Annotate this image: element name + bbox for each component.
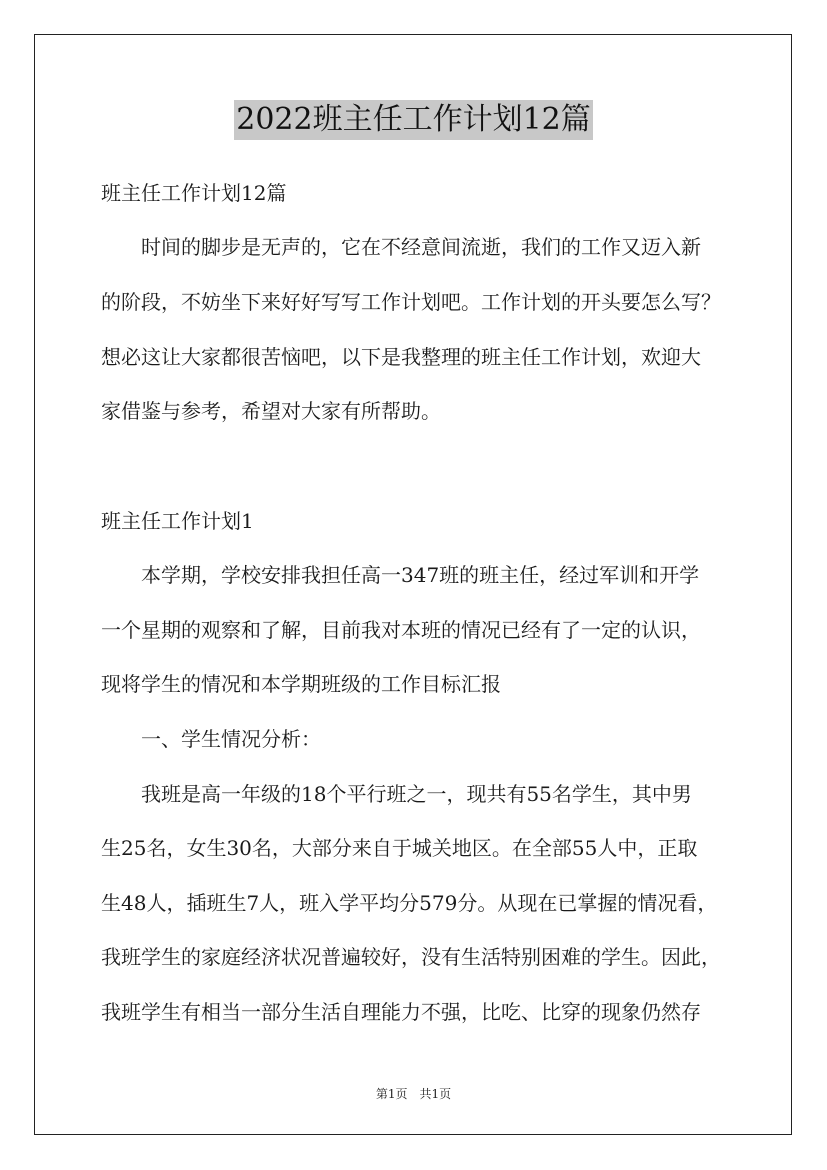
intro-line: 的阶段，不妨坐下来好好写写工作计划吧。工作计划的开头要怎么写？ <box>101 290 721 314</box>
title-container <box>0 100 827 140</box>
paragraph-line: 本学期，学校安排我担任高一347班的班主任，经过军训和开学 <box>101 563 700 587</box>
intro-line: 想必这让大家都很苦恼吧，以下是我整理的班主任工作计划，欢迎大 <box>101 345 701 369</box>
paragraph-line: 生48人，插班生7人，班入学平均分579分。从现在已掌握的情况看， <box>101 891 718 915</box>
page-footer: 第1页 共1页 <box>375 1087 452 1101</box>
intro-line: 时间的脚步是无声的，它在不经意间流逝，我们的工作又迈入新 <box>101 235 701 259</box>
paragraph-line: 我班是高一年级的18个平行班之一，现共有55名学生，其中男 <box>101 782 692 806</box>
paragraph-line: 现将学生的情况和本学期班级的工作目标汇报 <box>101 672 501 696</box>
paragraph-line: 生25名，女生30名，大部分来自于城关地区。在全部55人中，正取 <box>101 836 698 860</box>
document-title: 2022班主任工作计划12篇 <box>234 100 593 140</box>
subheading: 一、学生情况分析： <box>101 727 321 751</box>
paragraph-line: 我班学生的家庭经济状况普遍较好，没有生活特别困难的学生。因此， <box>101 945 721 969</box>
paragraph-line: 我班学生有相当一部分生活自理能力不强，比吃、比穿的现象仍然存 <box>101 1000 701 1024</box>
paragraph-line: 一个星期的观察和了解，目前我对本班的情况已经有了一定的认识， <box>101 618 701 642</box>
intro-line: 家借鉴与参考，希望对大家有所帮助。 <box>101 399 441 423</box>
section-heading: 班主任工作计划1 <box>101 509 254 533</box>
document-subtitle: 班主任工作计划12篇 <box>101 181 287 205</box>
